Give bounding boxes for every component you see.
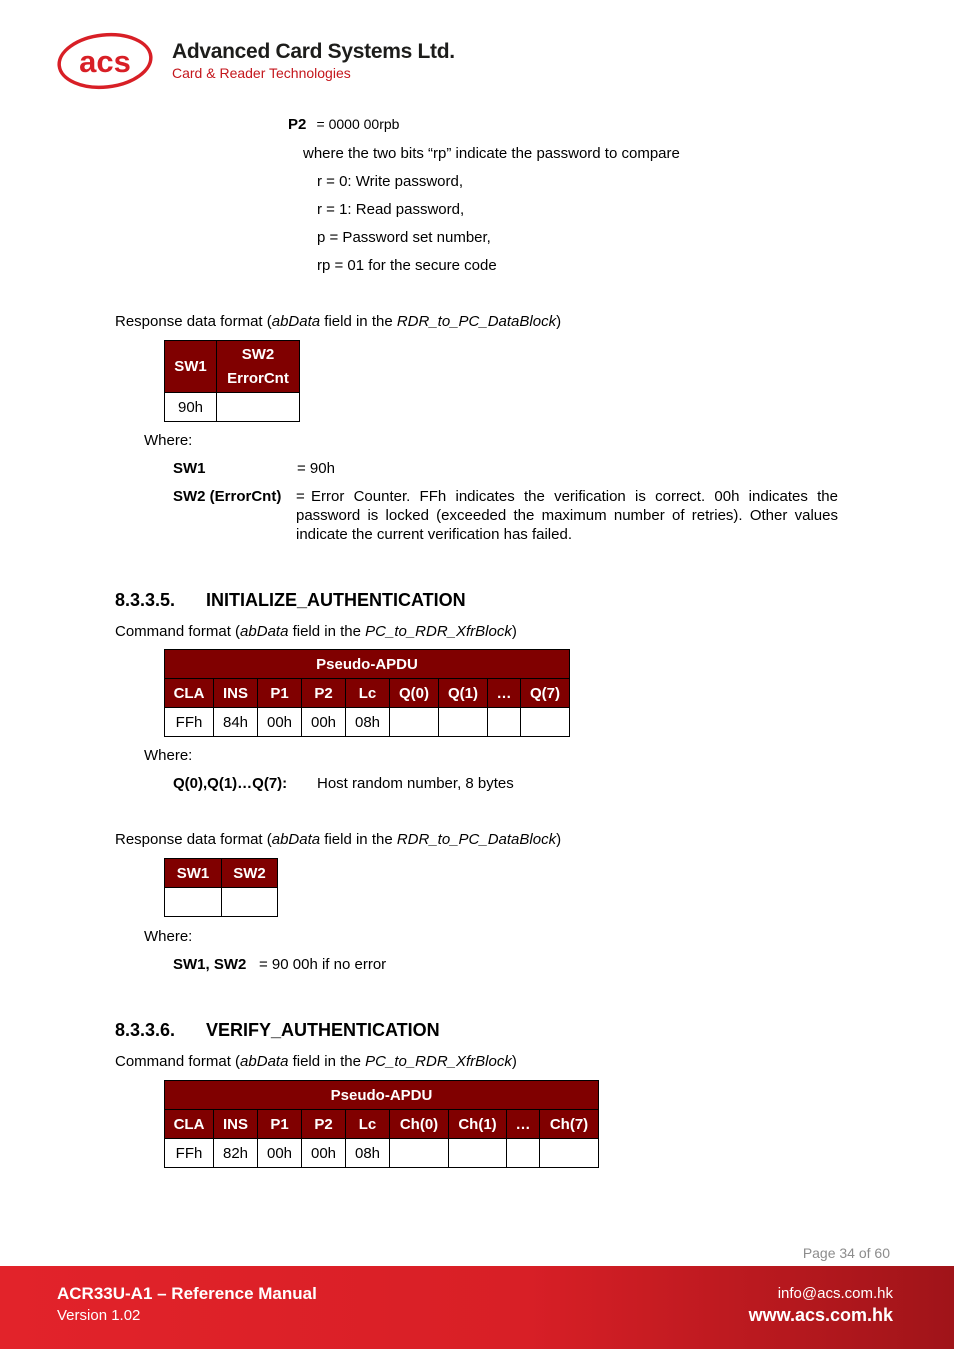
header-sw2-errorcnt: SW2 ErrorCnt	[217, 341, 300, 393]
company-tagline: Card & Reader Technologies	[172, 65, 351, 81]
val-ins: 82h	[214, 1139, 258, 1168]
col-ins: INS	[214, 1110, 258, 1139]
manual-version: Version 1.02	[57, 1307, 141, 1324]
val-cla: FFh	[165, 1139, 214, 1168]
page-number: Page 34 of 60	[802, 1245, 890, 1261]
sw1-label: SW1	[173, 460, 206, 477]
col-cla: CLA	[165, 679, 214, 708]
val-p2: 00h	[302, 1139, 346, 1168]
cell-sw2	[222, 888, 278, 917]
response-table-2	[164, 858, 278, 917]
p2-label: P2	[288, 116, 307, 133]
p2-value: = 0000 00rpb	[316, 116, 400, 132]
val-lc: 08h	[346, 1139, 390, 1168]
apdu-title: Pseudo-APDU	[165, 650, 570, 679]
manual-title: ACR33U-A1 – Reference Manual	[57, 1284, 317, 1303]
col-ch0: Ch(0)	[390, 1110, 449, 1139]
contact-email[interactable]: info@acs.com.hk	[777, 1285, 893, 1302]
p2-rp: rp = 01 for the secure code	[317, 257, 497, 274]
command-format-init: Command format (abData field in the PC_to_RDR_XfrBlock)	[115, 623, 517, 640]
header-sw1: SW1	[165, 859, 222, 888]
col-q1: Q(1)	[439, 679, 488, 708]
where-label-3: Where:	[144, 928, 193, 945]
col-cla: CLA	[165, 1110, 214, 1139]
val-q7	[521, 708, 570, 737]
col-ch7: Ch(7)	[540, 1110, 599, 1139]
col-p1: P1	[258, 679, 302, 708]
q-label: Q(0),Q(1)…Q(7):	[173, 775, 288, 792]
section-number-init: 8.3.3.5.	[115, 590, 176, 610]
sw2-label: SW2 (ErrorCnt)	[173, 488, 282, 505]
apdu-title: Pseudo-APDU	[165, 1081, 599, 1110]
p2-r0: r = 0: Write password,	[317, 173, 464, 190]
p2-line	[288, 116, 399, 133]
val-ch7	[540, 1139, 599, 1168]
sw-value: = 90 00h if no error	[259, 956, 387, 973]
website-link[interactable]: www.acs.com.hk	[748, 1305, 893, 1325]
val-q1	[439, 708, 488, 737]
sw2-eq: =	[296, 488, 305, 505]
where-label-2: Where:	[144, 747, 193, 764]
header-sw2: SW2	[222, 859, 278, 888]
col-p2: P2	[302, 1110, 346, 1139]
cell-sw1	[165, 888, 222, 917]
footer-bar	[0, 1266, 954, 1349]
response-format-1: Response data format (abData field in the RDR_to_PC_DataBlock)	[115, 313, 562, 330]
p2-r1: r = 1: Read password,	[317, 201, 465, 218]
val-p1: 00h	[258, 1139, 302, 1168]
section-title-init: INITIALIZE_AUTHENTICATION	[206, 590, 466, 610]
val-q0	[390, 708, 439, 737]
col-q7: Q(7)	[521, 679, 570, 708]
q-value: Host random number, 8 bytes	[317, 775, 514, 792]
sw1-value: = 90h	[297, 460, 335, 477]
sw-label: SW1, SW2	[173, 956, 247, 973]
val-cla: FFh	[165, 708, 214, 737]
init-apdu-table	[164, 649, 570, 737]
response-table-1	[164, 340, 300, 422]
verify-apdu-table	[164, 1080, 599, 1168]
col-p2: P2	[302, 679, 346, 708]
header-sw1: SW1	[165, 341, 217, 393]
col-lc: Lc	[346, 1110, 390, 1139]
val-ins: 84h	[214, 708, 258, 737]
command-format-verify: Command format (abData field in the PC_to_RDR_XfrBlock)	[115, 1053, 517, 1070]
col-ins: INS	[214, 679, 258, 708]
col-ellipsis: …	[488, 679, 521, 708]
cell-sw1: 90h	[165, 393, 217, 422]
val-ellipsis	[507, 1139, 540, 1168]
val-ch0	[390, 1139, 449, 1168]
acs-logo	[56, 32, 154, 90]
val-ch1	[449, 1139, 507, 1168]
col-p1: P1	[258, 1110, 302, 1139]
logo-text: acs	[79, 44, 131, 79]
col-lc: Lc	[346, 679, 390, 708]
p2-p: p = Password set number,	[317, 229, 491, 246]
cell-sw2	[217, 393, 300, 422]
p2-desc: where the two bits “rp” indicate the password to compare	[303, 145, 680, 162]
col-ellipsis: …	[507, 1110, 540, 1139]
sw2-description: Error Counter. FFh indicates the verification is correct. 00h indicates the password is locked (exceeded the maximum number of retries). Other values indicate the current verification has failed.	[296, 488, 838, 543]
section-title-verify: VERIFY_AUTHENTICATION	[206, 1020, 440, 1040]
section-number-verify: 8.3.3.6.	[115, 1020, 176, 1040]
val-p1: 00h	[258, 708, 302, 737]
val-p2: 00h	[302, 708, 346, 737]
response-format-2: Response data format (abData field in the RDR_to_PC_DataBlock)	[115, 831, 562, 848]
company-name: Advanced Card Systems Ltd.	[172, 40, 455, 63]
val-ellipsis	[488, 708, 521, 737]
where-label-1: Where:	[144, 432, 193, 449]
val-lc: 08h	[346, 708, 390, 737]
col-ch1: Ch(1)	[449, 1110, 507, 1139]
col-q0: Q(0)	[390, 679, 439, 708]
